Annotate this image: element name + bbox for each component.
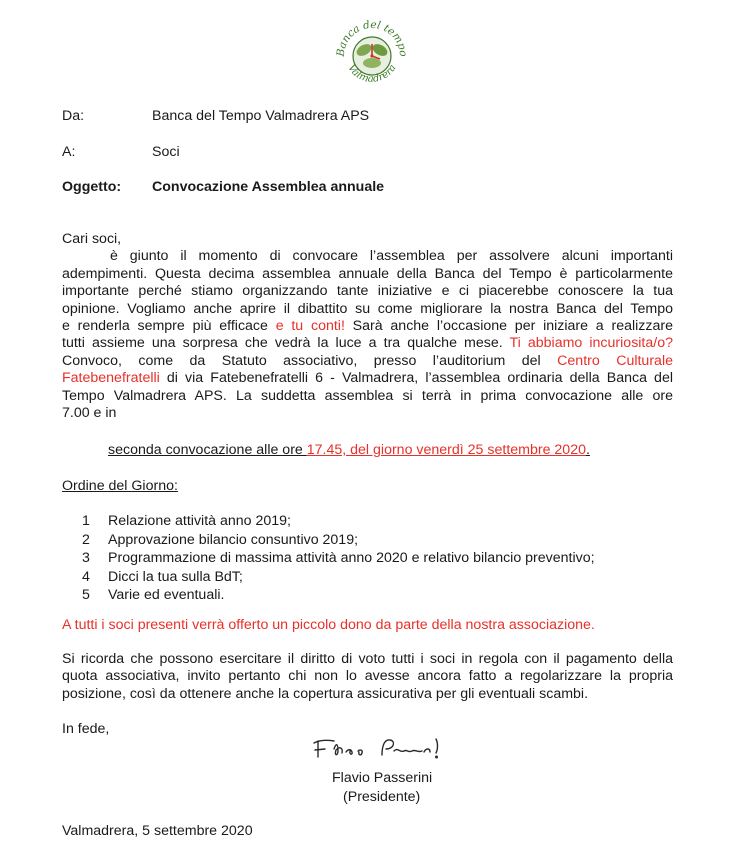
body-line: 7.00 e in [62,404,117,421]
closing: In fede, [62,721,110,737]
logo-text-bottom: Valmadrera [345,62,399,85]
body-line: opinione. Vogliamo anche aprire il dibattito su come migliorare la nostra Banca del Tempo [62,300,673,317]
body-line: Tempo Valmadrera APS. La suddetta assemblea si terrà in prima convocazione alle ore [62,387,673,404]
letter-body [62,231,673,422]
subject-value: Convocazione Assemblea annuale [152,179,385,195]
from-label: Da: [62,108,85,124]
gift-note: A tutti i soci presenti verrà offerto un piccolo dono da parte della nostra associazione. [62,617,595,633]
logo-text-top: Banca del tempo [334,18,410,58]
signer-name: Flavio Passerini [332,770,433,786]
vote-note-line: Si ricorda che possono esercitare il diritto di voto tutti i soci in regola con il pagamento della [62,651,673,667]
body-line: tutti assieme una sorpresa che vedrà la luce a tra qualche mese. Ti abbiamo incuriosita/o? [62,335,673,352]
highlight-text: e tu conti! [275,317,345,334]
agenda-item: 4 Dicci la tua sulla BdT; [82,568,243,585]
vote-note-line: quota associativa, invito pertanto chi non lo avesse ancora fatto a regolarizzare la propria [62,668,673,685]
body-line: Convoco, come da Statuto associativo, presso l’auditorium del Centro Culturale [62,352,673,369]
agenda-title: Ordine del Giorno: [62,478,178,494]
body-line: Fatebenefratelli di via Fatebenefratelli 6 - Valmadrera, l’assemblea ordinaria della Banca del [62,370,673,387]
to-label: A: [62,144,76,160]
highlight-text: Ti abbiamo incuriosita/o? [509,335,673,352]
association-logo [330,10,414,94]
body-line: importante perché stiamo organizzando tante iniziative e ci piacerebbe conoscere la tua [62,283,673,300]
second-convocation-datetime: 17.45, del giorno venerdì 25 settembre 2020 [306,442,586,458]
signer-role: (Presidente) [343,789,421,805]
place-date: Valmadrera, 5 settembre 2020 [62,823,253,839]
body-line: adempimenti. Questa decima assemblea annuale della Banca del Tempo è particolarmente [62,265,673,282]
handwritten-signature [312,735,472,765]
agenda-item: 5 Varie ed eventuali. [82,587,225,603]
agenda-list [82,512,595,605]
agenda-item: 3 Programmazione di massima attività anno 2020 e relativo bilancio preventivo; [82,550,595,566]
highlight-text: Fatebenefratelli [62,370,160,387]
subject-label: Oggetto: [62,179,122,195]
highlight-text: Centro Culturale [557,352,673,369]
vote-note [62,651,673,703]
agenda-item: 1 Relazione attività anno 2019; [82,513,291,529]
greeting: Cari soci, [62,231,122,247]
body-line: è giunto il momento di convocare l’assemblea per assolvere alcuni importanti [110,248,673,265]
vote-note-line: posizione, così da ottenere anche la copertura assicurativa per gli eventuali scambi. [62,685,589,702]
from-value: Banca del Tempo Valmadrera APS [152,108,370,124]
agenda-item: 2 Approvazione bilancio consuntivo 2019; [82,531,359,548]
second-convocation: seconda convocazione alle ore 17.45, del giorno venerdì 25 settembre 2020. [108,442,590,458]
to-value: Soci [152,144,180,160]
body-line: e renderla sempre più efficace e tu conti! Sarà anche l’occasione per iniziare a realizzare [62,317,673,334]
